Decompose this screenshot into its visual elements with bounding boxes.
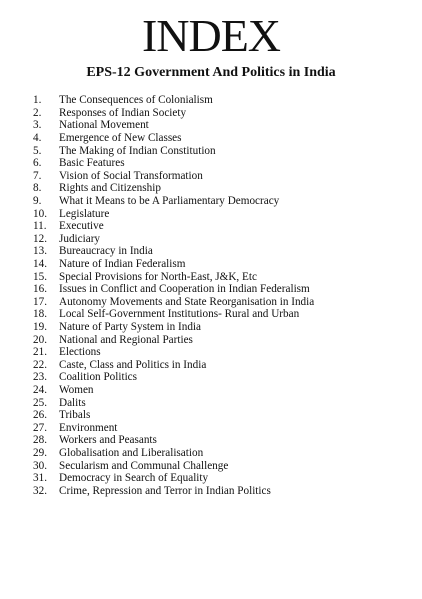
index-item-title: Crime, Repression and Terror in Indian Politics xyxy=(59,484,271,497)
index-item-title: The Making of Indian Constitution xyxy=(59,144,216,157)
index-item-number: 7. xyxy=(33,169,42,182)
index-item xyxy=(33,296,314,309)
index-item-number: 5. xyxy=(33,144,42,157)
index-item-number: 26. xyxy=(33,409,47,422)
index-item xyxy=(33,396,314,409)
index-item-title: Issues in Conflict and Cooperation in Indian Federalism xyxy=(59,283,310,296)
index-item-title: Judiciary xyxy=(59,232,101,245)
index-item-title: Elections xyxy=(59,346,101,359)
index-item-title: Vision of Social Transformation xyxy=(59,169,203,182)
index-item-number: 27. xyxy=(33,421,47,434)
index-item xyxy=(33,484,314,497)
index-item-title: Environment xyxy=(59,421,118,434)
index-item xyxy=(33,321,314,334)
index-item-title: Nature of Party System in India xyxy=(59,320,201,333)
index-item-number: 13. xyxy=(33,245,47,258)
index-item-title: Autonomy Movements and State Reorganisation in India xyxy=(59,295,315,308)
index-item-title: Caste, Class and Politics in India xyxy=(59,358,207,371)
index-item-title: Special Provisions for North-East, J&K, Etc xyxy=(59,270,257,283)
index-item xyxy=(33,182,314,195)
index-item xyxy=(33,195,314,208)
index-item-title: Responses of Indian Society xyxy=(59,106,187,119)
index-item-number: 29. xyxy=(33,446,47,459)
index-item xyxy=(33,107,314,120)
index-item-title: Basic Features xyxy=(59,157,125,170)
index-item-number: 21. xyxy=(33,346,47,359)
index-item-number: 8. xyxy=(33,182,42,195)
index-item-number: 31. xyxy=(33,472,47,485)
index-item-number: 2. xyxy=(33,106,42,119)
index-item-title: Globalisation and Liberalisation xyxy=(59,446,204,459)
index-item-number: 12. xyxy=(33,232,47,245)
index-item xyxy=(33,258,314,271)
index-item-title: Coalition Politics xyxy=(59,371,138,384)
index-item-title: National Movement xyxy=(59,119,149,132)
index-item-number: 16. xyxy=(33,283,47,296)
index-item-title: Nature of Indian Federalism xyxy=(59,258,186,271)
index-item-number: 17. xyxy=(33,295,47,308)
index-item-number: 14. xyxy=(33,258,47,271)
index-item-title: Women xyxy=(59,383,94,396)
index-item-title: Rights and Citizenship xyxy=(59,182,161,195)
index-item xyxy=(33,220,314,233)
index-item xyxy=(33,346,314,359)
index-item-number: 22. xyxy=(33,358,47,371)
index-item-title: The Consequences of Colonialism xyxy=(59,94,213,107)
index-item-title: Secularism and Communal Challenge xyxy=(59,459,229,472)
index-item-title: Local Self-Government Institutions- Rural and Urban xyxy=(59,308,300,321)
index-item xyxy=(33,447,314,460)
index-item xyxy=(33,157,314,170)
index-item xyxy=(33,245,314,258)
index-item xyxy=(33,308,314,321)
index-item-number: 3. xyxy=(33,119,42,132)
index-item-number: 4. xyxy=(33,132,42,145)
index-item-number: 1. xyxy=(33,94,42,107)
index-item xyxy=(33,132,314,145)
index-item xyxy=(33,358,314,371)
index-item xyxy=(33,283,314,296)
index-item xyxy=(33,207,314,220)
index-item xyxy=(33,94,314,107)
index-item xyxy=(33,333,314,346)
index-item-number: 11. xyxy=(33,220,47,233)
index-item-number: 25. xyxy=(33,396,47,409)
index-item-title: Workers and Peasants xyxy=(59,434,157,447)
index-item-number: 20. xyxy=(33,333,47,346)
index-item-number: 30. xyxy=(33,459,47,472)
index-item-title: Emergence of New Classes xyxy=(59,132,182,145)
index-item xyxy=(33,233,314,246)
index-item xyxy=(33,409,314,422)
index-item-number: 6. xyxy=(33,157,42,170)
index-item-number: 28. xyxy=(33,434,47,447)
index-item-number: 9. xyxy=(33,195,42,208)
index-item-title: Democracy in Search of Equality xyxy=(59,472,209,485)
index-item-title: Legislature xyxy=(59,207,110,220)
index-item-number: 24. xyxy=(33,383,47,396)
index-item-title: What it Means to be A Parliamentary Democracy xyxy=(59,195,280,208)
index-item xyxy=(33,434,314,447)
page-title: INDEX xyxy=(141,10,281,61)
index-item-title: Executive xyxy=(59,220,104,233)
index-item xyxy=(33,144,314,157)
index-item-title: Dalits xyxy=(59,396,86,409)
index-item xyxy=(33,459,314,472)
index-item-number: 32. xyxy=(33,484,47,497)
index-item-number: 15. xyxy=(33,270,47,283)
index-item xyxy=(33,384,314,397)
index-item xyxy=(33,270,314,283)
index-item-title: National and Regional Parties xyxy=(59,333,193,346)
index-item xyxy=(33,371,314,384)
index-item xyxy=(33,170,314,183)
index-item-number: 19. xyxy=(33,320,47,333)
page-subtitle: EPS-12 Government And Politics in India xyxy=(86,65,336,80)
index-item-number: 23. xyxy=(33,371,47,384)
index-item-title: Tribals xyxy=(59,409,91,422)
index-item-title: Bureaucracy in India xyxy=(59,245,153,258)
index-item xyxy=(33,421,314,434)
index-item-number: 18. xyxy=(33,308,47,321)
index-item-number: 10. xyxy=(33,207,47,220)
index-list xyxy=(33,94,314,497)
index-item xyxy=(33,119,314,132)
index-item xyxy=(33,472,314,485)
